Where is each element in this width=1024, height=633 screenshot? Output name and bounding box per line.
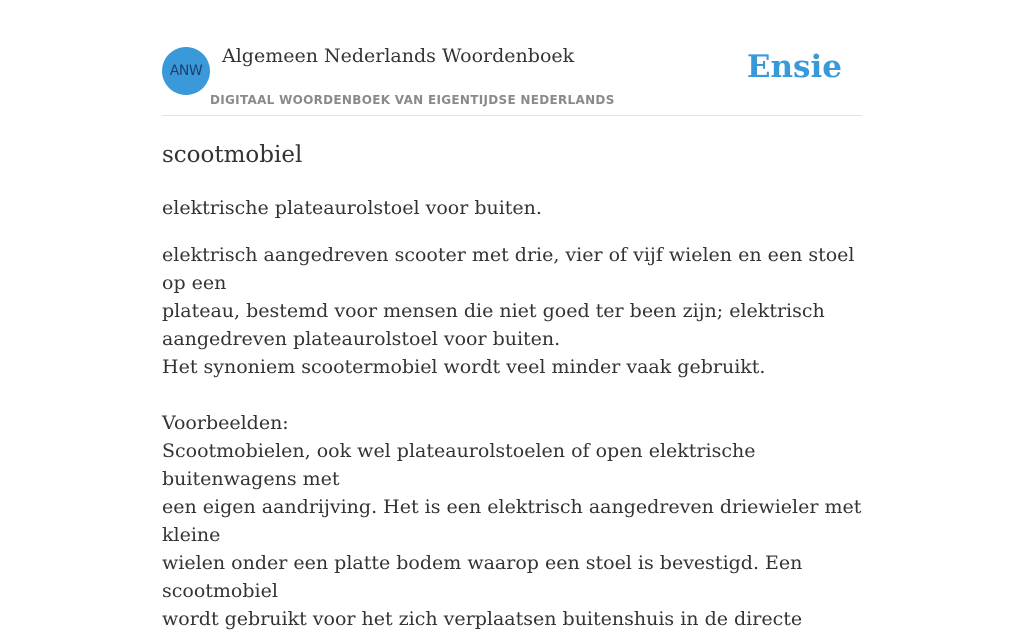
entry-headword: scootmobiel bbox=[162, 142, 303, 168]
definition-line: plateau, bestemd voor mensen die niet goed ter been zijn; elektrisch bbox=[162, 300, 825, 322]
site-tagline: DIGITAAL WOORDENBOEK VAN EIGENTIJDSE NEDERLANDS bbox=[210, 93, 615, 107]
short-definition: elektrische plateaurolstoel voor buiten. bbox=[162, 197, 542, 219]
site-title[interactable]: Algemeen Nederlands Woordenboek bbox=[222, 45, 575, 67]
anw-logo[interactable]: ANW bbox=[162, 47, 210, 95]
example-line: wielen onder een platte bodem waarop een stoel is bevestigd. Een scootmobiel bbox=[162, 552, 803, 602]
definition-line: elektrisch aangedreven scooter met drie, vier of vijf wielen en een stoel op een bbox=[162, 244, 855, 294]
long-definition bbox=[162, 241, 862, 633]
site-header bbox=[162, 0, 862, 116]
ensie-brand-logo[interactable]: Ensie bbox=[746, 49, 842, 85]
example-line: Scootmobielen, ook wel plateaurolstoelen of open elektrische buitenwagens met bbox=[162, 440, 756, 490]
example-line: wordt gebruikt voor het zich verplaatsen buitenshuis in de directe bbox=[162, 608, 803, 630]
examples-heading: Voorbeelden: bbox=[162, 412, 289, 434]
entry-content bbox=[162, 136, 862, 633]
example-line: een eigen aandrijving. Het is een elektrisch aangedreven driewieler met kleine bbox=[162, 496, 862, 546]
blank-line bbox=[162, 381, 862, 409]
definition-line: Het synoniem scootermobiel wordt veel minder vaak gebruikt. bbox=[162, 356, 766, 378]
definition-line: aangedreven plateaurolstoel voor buiten. bbox=[162, 328, 561, 350]
